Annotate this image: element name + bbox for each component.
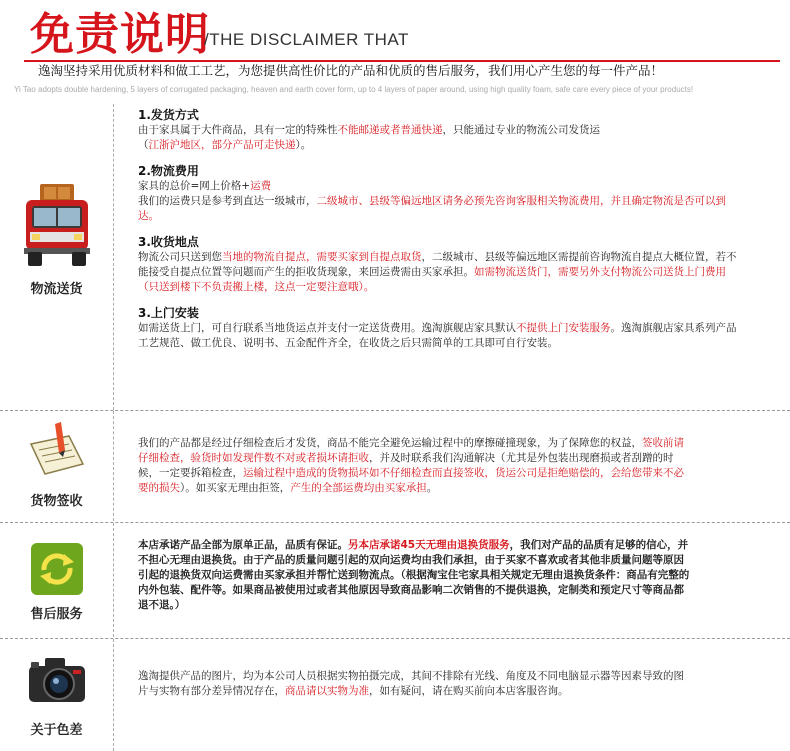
aftersales-icon-wrap <box>0 542 113 596</box>
logistics-content <box>138 108 738 351</box>
color-icon-wrap <box>0 654 113 706</box>
highlight-span: 二级城市、县级等偏远地区请务必预先咨询客服相关物流费用，并且确定物流是否可以到达。 <box>138 195 726 222</box>
text-span: ）。如买家无理由拒签， <box>180 482 291 494</box>
highlight-span: 江浙沪地区，部分产品可走快递 <box>148 139 296 151</box>
text-span: 家具的总价=网上价格+ <box>138 180 251 192</box>
shipping-method-heading: 1.发货方式 <box>138 108 199 122</box>
logistics-icon-wrap <box>0 182 113 270</box>
text-span: 逸淘提供产品的图片，均为本公司人员根据实物拍摄完成，其间不排除有光线、角度及不同电脑显示器等因素导致的图片与实物有部分差异情况存在， <box>138 670 684 697</box>
text-span: 我们的运费只是参考到直达一级城市， <box>138 195 317 207</box>
installation-text <box>138 321 738 351</box>
inspection-content <box>138 436 686 496</box>
pickup-location-heading: 3.收货地点 <box>138 235 199 249</box>
text-span: 。逸淘旗舰店家具系列产品工艺规范、做工优良、说明书、五金配件齐全，在收货之后只需简单的工具即可自行安装。 <box>138 322 737 349</box>
installation-heading: 3.上门安装 <box>138 306 199 320</box>
highlight-span: 产生的全部运费均由买家承担 <box>290 482 427 494</box>
camera-icon <box>25 654 89 706</box>
text-span: （ <box>138 139 149 151</box>
page-subtitle: /THE DISCLAIMER THAT <box>204 30 409 49</box>
inspection-text <box>138 436 686 496</box>
section-divider <box>0 410 790 411</box>
highlight-span: 不提供上门安装服务 <box>516 322 611 334</box>
inspection-icon-wrap <box>0 420 113 480</box>
column-divider <box>113 411 114 521</box>
truck-icon <box>18 182 96 270</box>
aftersales-content <box>138 538 690 613</box>
highlight-span: 运费 <box>250 180 272 192</box>
inspection-label: 货物签收 <box>30 494 83 509</box>
header <box>0 0 790 104</box>
shipping-fee-text <box>138 179 738 224</box>
text-span: 由于家具属于大件商品，具有一定的特殊性 <box>138 124 338 136</box>
highlight-span: 另本店承诺45天无理由退换货服务 <box>348 539 510 551</box>
aftersales-label: 售后服务 <box>30 607 83 622</box>
text-span: ，并及时联系我们沟通解决（尤其是外包装出现磨损或者刮蹭的时候，一定要拆箱检查， <box>138 452 674 479</box>
pickup-location-text <box>138 250 738 295</box>
section-divider <box>0 522 790 523</box>
page-title: 免责说明 <box>30 9 210 60</box>
highlight-span: 如需物流送货门，需要另外支付物流公司送货上门费用（只送到楼下不负责搬上楼，这点一定要注意哦）。 <box>138 266 726 293</box>
tagline: 逸淘坚持采用优质材料和做工工艺，为您提供高性价比的产品和优质的售后服务，我们用心产生您的每一件产品！ <box>38 63 664 78</box>
tagline-en: Yi Tao adopts double hardening, 5 layers of corrugated packaging, heaven and earth cover form, up to 4 layers of paper around, using high quality foam, safe care every piece of your products! <box>14 85 694 94</box>
text-span: 。 <box>426 482 438 494</box>
shipping-fee-heading: 2.物流费用 <box>138 164 199 178</box>
clipboard-pen-icon <box>25 420 89 480</box>
text-span: ）。 <box>295 139 312 151</box>
color-content <box>138 669 690 699</box>
text-span: 物流公司只送到您 <box>138 251 222 263</box>
highlight-span: 不能邮递或者普通快递 <box>337 124 443 136</box>
column-divider <box>113 104 114 410</box>
logistics-label: 物流送货 <box>30 282 83 297</box>
text-span: ，我们对产品的品质有足够的信心，并不担心无理由退换货。由于产品的质量问题引起的双向运费均由我们承担，由于买家不喜欢或者其他非质量问题等原因引起的退换货双向运费需由买家承担并帮忙送到物流点。（根据淘宝住宅家具相关规定无理由退换货条件：商品有完整的内外包装、配件等。如果商品被使用过或者其他原因导致商品影响二次销售的不提供退换，定制类和预定尺寸等商品都退不退。） <box>138 539 690 611</box>
section-divider <box>0 638 790 639</box>
aftersales-text <box>138 538 690 613</box>
highlight-span: 签收前请仔细检查，验货时如发现件数不对或者损坏请拒收 <box>138 437 684 464</box>
shipping-method-text <box>138 123 738 153</box>
highlight-span: 运输过程中造成的货物损坏如不仔细检查而直接签收，货运公司是拒绝赔偿的，会给您带来不必要的损失 <box>138 467 684 494</box>
text-span: ，如有疑问，请在购买前向本店客服咨询。 <box>369 685 569 697</box>
text-span: ，二级城市、县级等偏远地区需提前咨询物流自提点大概位置，若不能接受自提点位置等问题而产生的拒收货现象，来回运费需由买家承担。 <box>138 251 737 278</box>
highlight-span: 商品请以实物为准 <box>285 685 369 697</box>
text-span: 本店承诺产品全部为原单正品，品质有保证。 <box>138 539 348 551</box>
text-span: 如需送货上门，可自行联系当地货运点并支付一定送货费用。逸淘旗舰店家具默认 <box>138 322 516 334</box>
text-span: ，只能通过专业的物流公司发货运 <box>442 124 600 136</box>
column-divider <box>113 639 114 751</box>
highlight-span: 当地的物流自提点，需要买家到自提点取货 <box>222 251 422 263</box>
refresh-icon <box>30 542 84 596</box>
color-text <box>138 669 690 699</box>
column-divider <box>113 523 114 637</box>
text-span: 我们的产品都是经过仔细检查后才发货，商品不能完全避免运输过程中的摩擦碰撞现象，为了保障您的权益， <box>138 437 642 449</box>
color-label: 关于色差 <box>30 723 83 738</box>
